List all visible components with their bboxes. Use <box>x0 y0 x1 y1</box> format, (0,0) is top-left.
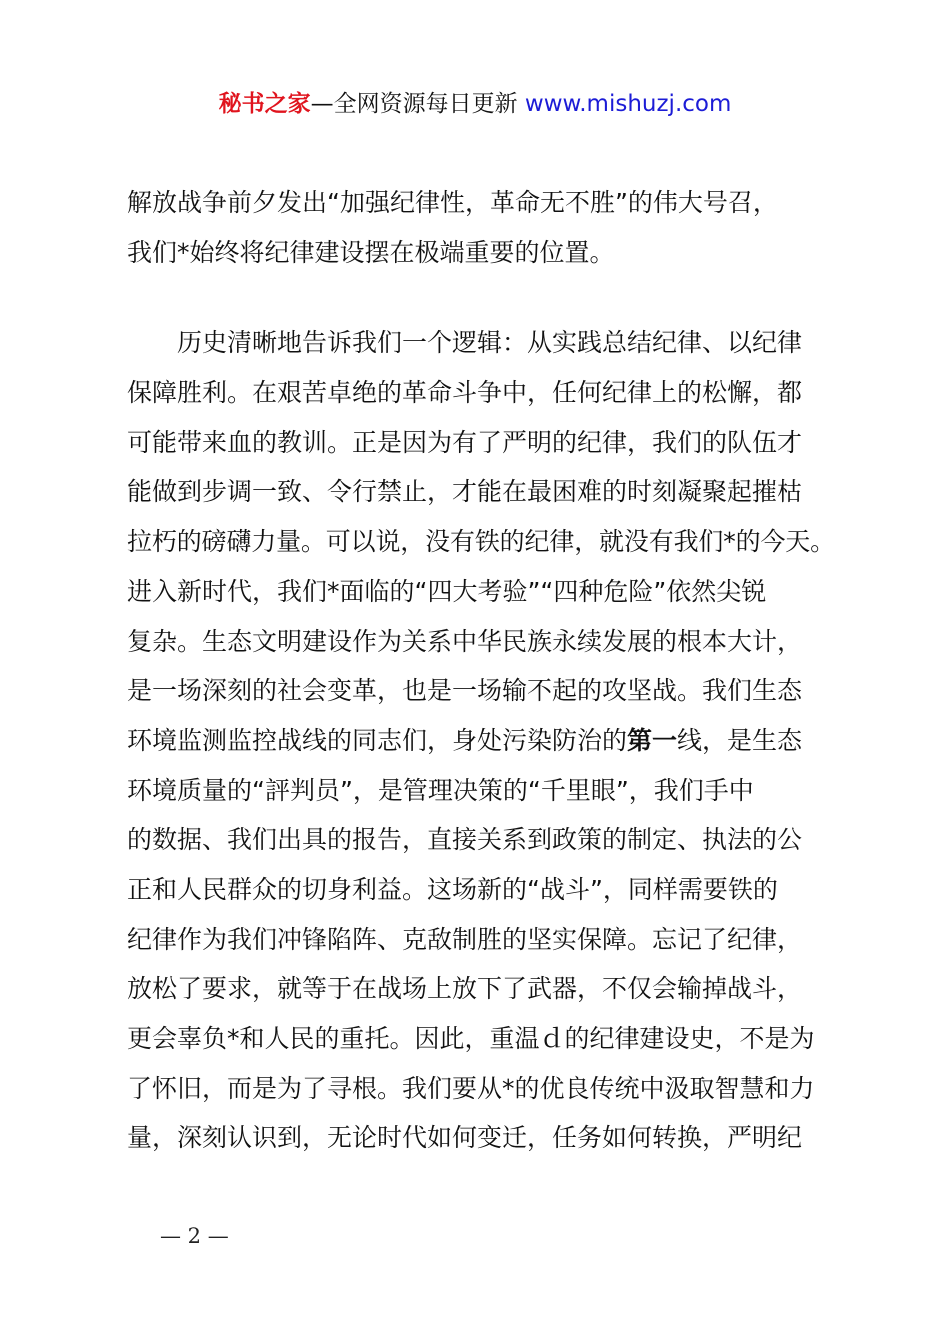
text-line: 历史清晰地告诉我们一个逻辑：从实践总结纪律、以纪律 <box>177 328 803 358</box>
text-line: 可能带来血的教训。正是因为有了严明的纪律，我们的队伍才 <box>127 427 803 457</box>
text-line: 进入新时代，我们*面临的“四大考验”“四种危险”依然尖锐 <box>127 576 767 606</box>
text-line: 复杂。生态文明建设作为关系中华民族永续发展的根本大计， <box>127 626 803 656</box>
text-line: 保障胜利。在艰苦卓绝的革命斗争中，任何纪律上的松懈，都 <box>127 378 803 408</box>
text-line-with-bold <box>127 716 835 766</box>
text-run: 线，是生态 <box>677 725 803 755</box>
page-number: — 2 — <box>160 1224 229 1248</box>
text-line: 我们*始终将纪律建设摆在极端重要的位置。 <box>127 237 615 267</box>
text-line: 是一场深刻的社会变革，也是一场输不起的攻坚战。我们生态 <box>127 676 803 706</box>
text-line: 拉朽的磅礴力量。可以说，没有铁的纪律，就没有我们*的今天。 <box>127 527 835 557</box>
text-line: 解放战争前夕发出“加强纪律性，革命无不胜”的伟大号召， <box>127 188 778 217</box>
site-header <box>0 88 950 120</box>
site-url: www.mishuzj.com <box>524 91 732 117</box>
brand-name: 秘书之家 <box>218 91 311 117</box>
text-line: 的数据、我们出具的报告，直接关系到政策的制定、执法的公 <box>127 825 803 855</box>
text-line: 正和人民群众的切身利益。这场新的“战斗”，同样需要铁的 <box>127 874 778 904</box>
paragraph-gap <box>127 277 835 318</box>
body-text <box>127 178 835 1163</box>
text-line: 纪律作为我们冲锋陷阵、克敌制胜的坚实保障。忘记了纪律， <box>127 924 803 954</box>
text-line: 放松了要求，就等于在战场上放下了武器，不仅会输掉战斗， <box>127 974 803 1004</box>
text-line: 能做到步调一致、令行禁止，才能在最困难的时刻凝聚起摧枯 <box>127 477 803 507</box>
header-tagline: —全网资源每日更新 <box>310 91 525 117</box>
text-line: 更会辜负*和人民的重托。因此，重温ｄ的纪律建设史，不是为 <box>127 1024 815 1053</box>
text-run: 环境监测监控战线的同志们，身处污染防治的 <box>127 725 628 755</box>
text-line: 环境质量的“評判员”，是管理决策的“千里眼”，我们手中 <box>127 775 754 805</box>
text-line: 了怀旧，而是为了寻根。我们要从*的优良传统中汲取智慧和力 <box>127 1073 815 1103</box>
bold-text-run: 第一 <box>627 725 678 755</box>
text-line: 量，深刻认识到，无论时代如何变迁，任务如何转换，严明纪 <box>127 1123 803 1153</box>
